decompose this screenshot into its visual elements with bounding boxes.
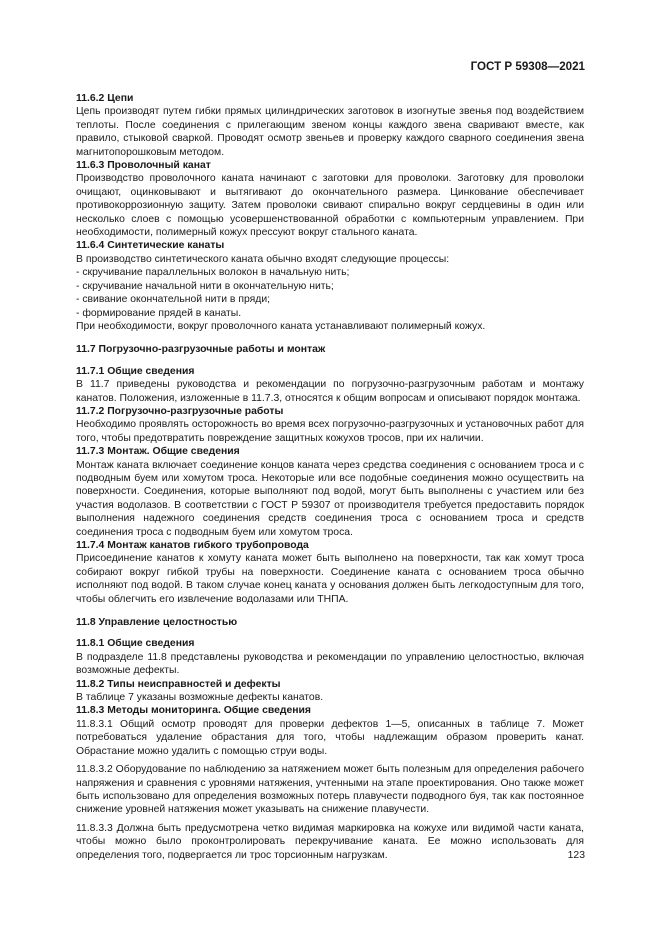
list-item: - скручивание параллельных волокон в начальную нить; [76,267,350,279]
heading-11-6-3: 11.6.3 Проволочный канат [76,160,211,172]
heading-11-8-1: 11.8.1 Общие сведения [76,638,195,650]
heading-11-7-4: 11.7.4 Монтаж канатов гибкого трубопровода [76,540,309,551]
document-body [76,92,584,862]
paragraph: Присоединение канатов к хомуту каната может быть выполнено на поверхности, так как хомут троса собирают вокруг гибкой трубы на поверхности. Соединение каната с основанием троса обычно исполняют под водой. В таком случае конец каната у основания должен быть легкодоступным для того, чтобы облегчить его извлечение водолазами или ТНПА. [76,553,584,605]
heading-11-7-2: 11.7.2 Погрузочно-разгрузочные работы [76,405,284,417]
heading-11-7-1: 11.7.1 Общие сведения [76,365,195,377]
paragraph: 11.8.3.3 Должна быть предусмотрена четко видимая маркировка на кожухе или видимой части каната, чтобы можно было проконтролировать перекручивание каната. Ее можно использовать для определения того, подвергается ли трос торсионным нагрузкам. [76,822,584,861]
paragraph: Необходимо проявлять осторожность во время всех погрузочно-разгрузочных и установочных работ для того, чтобы предотвратить повреждение защитных кожухов тросов, при их наличии. [76,419,584,444]
heading-11-6-2: 11.6.2 Цепи [76,93,134,104]
paragraph: Производство проволочного каната начинают с заготовки для проволоки. Заготовку для проволоки очищают, оцинковывают и вытягивают до окончательного размера. Цинкование обеспечивает противокоррозионную защиту. Затем проволоки свивают спирально вокруг сердцевины в один или несколько слоев с помощью усовершенствованной обработки с компьютерным управлением. При необходимости, полимерный кожух прессуют вокруг стального каната. [76,173,584,239]
paragraph: Цепь производят путем гибки прямых цилиндрических заготовок в изогнутые звенья под воздействием теплоты. После соединения с прилегающим звеном концы каждого звена сваривают вместе, как правило, стыковой сваркой. Проводят осмотр звеньев и проверку каждого сварного соединения звена магнитопорошковым методом. [76,106,584,158]
heading-11-7-3: 11.7.3 Монтаж. Общие сведения [76,446,240,458]
heading-11-8-2: 11.8.2 Типы неисправностей и дефекты [76,678,281,690]
paragraph: В таблице 7 указаны возможные дефекты канатов. [76,692,324,704]
paragraph: В производство синтетического каната обычно входят следующие процессы: [76,253,450,265]
paragraph: 11.8.3.1 Общий осмотр проводят для проверки дефектов 1—5, описанных в таблице 7. Может потребоваться удаление обрастания для того, чтобы надлежащим образом проверить канат. Обрастание можно удалить с помощью струи воды. [76,718,584,757]
standard-number: ГОСТ Р 59308—2021 [470,60,585,73]
list-item: - свивание окончательной нити в пряди; [76,294,271,306]
heading-11-8: 11.8 Управление целостностью [76,617,238,629]
paragraph: В 11.7 приведены руководства и рекомендации по погрузочно-разгрузочным работам и монтажу канатов. Положения, изложенные в 11.7.3, относятся к общим вопросам и описывают порядок монтажа. [76,379,584,404]
heading-11-7: 11.7 Погрузочно-разгрузочные работы и монтаж [76,344,326,356]
paragraph: В подразделе 11.8 представлены руководства и рекомендации по управлению целостностью, включая возможные дефекты. [76,651,584,677]
list-item: - скручивание начальной нити в окончательную нить; [76,280,334,292]
paragraph: При необходимости, вокруг проволочного каната устанавливают полимерный кожух. [76,320,486,332]
paragraph: Монтаж каната включает соединение концов каната через средства соединения с основанием троса и с подводным буем или хомутом троса. Некоторые или все подобные соединения можно осуществить на поверхности. Соединения, которые выполняют под водой, могут быть выполнены с участием или без участия водолазов. В соответствии с ГОСТ Р 59307 от производителя требуется предоставить порядок выполнения надежного соединения средств соединения троса с основанием троса и средств соединения троса с подводным буем или хомутом троса. [76,459,584,538]
list-item: - формирование прядей в канаты. [76,307,242,319]
page-number: 123 [567,850,585,861]
heading-11-6-4: 11.6.4 Синтетические канаты [76,240,225,252]
heading-11-8-3: 11.8.3 Методы мониторинга. Общие сведения [76,705,311,717]
paragraph: 11.8.3.2 Оборудование по наблюдению за натяжением может быть полезным для определения рабочего напряжения и сравнения с уровнями натяжения, учтенными на этапе проектирования. Оно также может быть использовано для определения возможных потерь плавучести подводного буя, так как постоянное снижение уровней натяжения может указывать на снижение плавучести. [76,764,584,816]
